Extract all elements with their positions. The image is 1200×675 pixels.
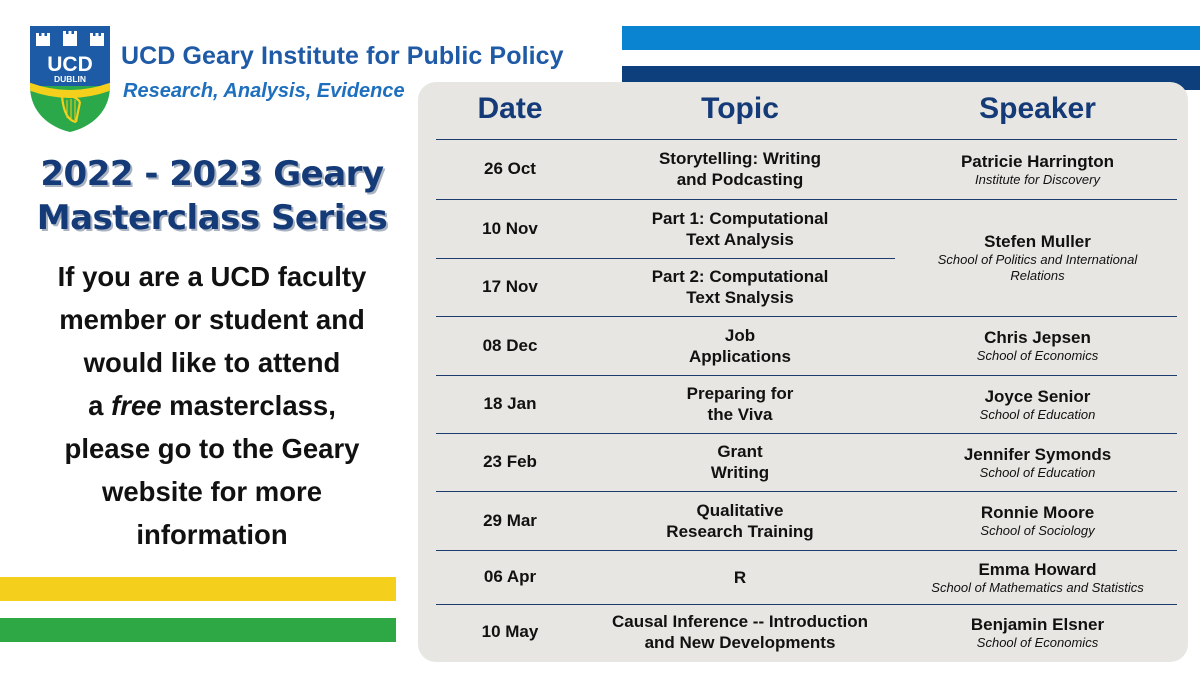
speaker-affiliation: School of Economics — [976, 634, 1099, 650]
cell-date: 29 Mar — [483, 510, 537, 530]
speaker-affiliation: Institute for Discovery — [975, 171, 1100, 187]
topic-line: Causal Inference -- Introduction — [612, 612, 868, 631]
topic-text — [711, 441, 769, 483]
speaker-name: Ronnie Moore — [980, 503, 1095, 522]
topic-text — [666, 500, 813, 542]
cell-speaker — [900, 604, 1175, 660]
column-header-speaker: Speaker — [979, 92, 1096, 125]
decorative-green-bar — [0, 618, 396, 642]
topic-line: Part 2: Computational — [651, 267, 829, 286]
topic-line: and New Developments — [644, 633, 836, 652]
cell-speaker — [900, 139, 1175, 199]
info-paragraph — [0, 255, 424, 556]
institute-name: UCD Geary Institute for Public Policy — [121, 42, 564, 70]
topic-line: and Podcasting — [676, 170, 804, 189]
speaker-affiliation: School of Sociology — [980, 523, 1095, 538]
series-title-line: Masterclass Series — [36, 198, 388, 238]
info-emphasis: free — [111, 390, 162, 421]
topic-line: Writing — [710, 463, 770, 482]
cell-topic — [585, 491, 895, 550]
cell-speaker — [900, 316, 1175, 375]
institute-tagline: Research, Analysis, Evidence — [123, 80, 405, 102]
column-header-date: Date — [477, 92, 543, 125]
speaker-name: Joyce Senior — [984, 386, 1091, 406]
cell-speaker — [900, 375, 1175, 433]
cell-speaker — [900, 433, 1175, 491]
topic-line: Grant — [717, 442, 763, 461]
info-line: If you are a UCD faculty — [57, 261, 367, 292]
speaker-name: Stefen Muller — [984, 232, 1091, 251]
topic-text — [734, 567, 746, 588]
cell-date: 17 Nov — [482, 277, 538, 296]
info-line: member or student and — [59, 304, 365, 335]
cell-date: 26 Oct — [484, 159, 536, 178]
speaker-name: Chris Jepsen — [984, 328, 1091, 347]
cell-date: 18 Jan — [483, 394, 537, 413]
info-text: masterclass, — [161, 390, 336, 421]
topic-text — [652, 266, 829, 308]
info-text: a — [88, 390, 112, 421]
topic-text — [659, 148, 821, 190]
topic-text — [689, 325, 791, 367]
speaker-name: Jennifer Symonds — [963, 444, 1112, 464]
column-header-topic: Topic — [701, 92, 779, 125]
cell-topic — [585, 199, 895, 258]
cell-topic — [585, 550, 895, 604]
topic-text — [612, 611, 868, 653]
info-line — [0, 384, 424, 427]
topic-line: Text Analysis — [686, 229, 794, 249]
cell-date: 10 May — [481, 622, 539, 641]
cell-speaker-merged — [900, 199, 1175, 316]
topic-line: Qualitative — [696, 500, 784, 520]
topic-line: Part 1: Computational — [651, 208, 829, 228]
speaker-affiliation: School of Economics — [976, 348, 1099, 363]
speaker-affiliation: School of Politics and International Relations — [937, 252, 1138, 283]
series-title-line: 2022 - 2023 Geary — [40, 154, 384, 194]
cell-date: 08 Dec — [482, 335, 538, 355]
speaker-name: Emma Howard — [978, 559, 1097, 579]
crest-dublin-text: DUBLIN — [53, 74, 87, 84]
decorative-blue-bar — [622, 26, 1200, 50]
decorative-yellow-bar — [0, 577, 396, 601]
info-line: information — [136, 519, 288, 550]
cell-topic — [585, 316, 895, 375]
info-line: please go to the Geary — [64, 433, 360, 464]
topic-line: the Viva — [707, 405, 773, 424]
speaker-name: Patricie Harrington — [960, 151, 1115, 171]
cell-date: 06 Apr — [483, 567, 537, 586]
topic-text — [687, 383, 794, 425]
speaker-affiliation: School of Mathematics and Statistics — [931, 579, 1144, 595]
cell-topic — [585, 433, 895, 491]
speaker-name: Benjamin Elsner — [970, 614, 1105, 634]
cell-topic — [585, 375, 895, 433]
topic-text — [652, 208, 829, 250]
topic-line: Job — [724, 325, 756, 345]
cell-topic — [585, 604, 895, 660]
speaker-affiliation: School of Education — [979, 464, 1096, 480]
series-title — [0, 152, 424, 240]
info-line: would like to attend — [83, 347, 341, 378]
topic-line: R — [733, 567, 747, 587]
cell-speaker — [900, 491, 1175, 550]
topic-line: Text Snalysis — [686, 288, 794, 307]
speaker-affiliation: School of Education — [979, 406, 1096, 422]
topic-line: Storytelling: Writing — [658, 149, 822, 168]
cell-speaker — [900, 550, 1175, 604]
topic-line: Preparing for — [686, 384, 794, 403]
cell-date: 10 Nov — [482, 218, 538, 238]
crest-ucd-text: UCD — [47, 53, 93, 76]
topic-line: Applications — [688, 346, 791, 366]
cell-date: 23 Feb — [483, 452, 537, 471]
info-line: website for more — [101, 476, 323, 507]
cell-topic — [585, 139, 895, 199]
cell-topic — [585, 258, 895, 316]
topic-line: Research Training — [666, 521, 814, 541]
ucd-crest-logo — [28, 24, 112, 134]
